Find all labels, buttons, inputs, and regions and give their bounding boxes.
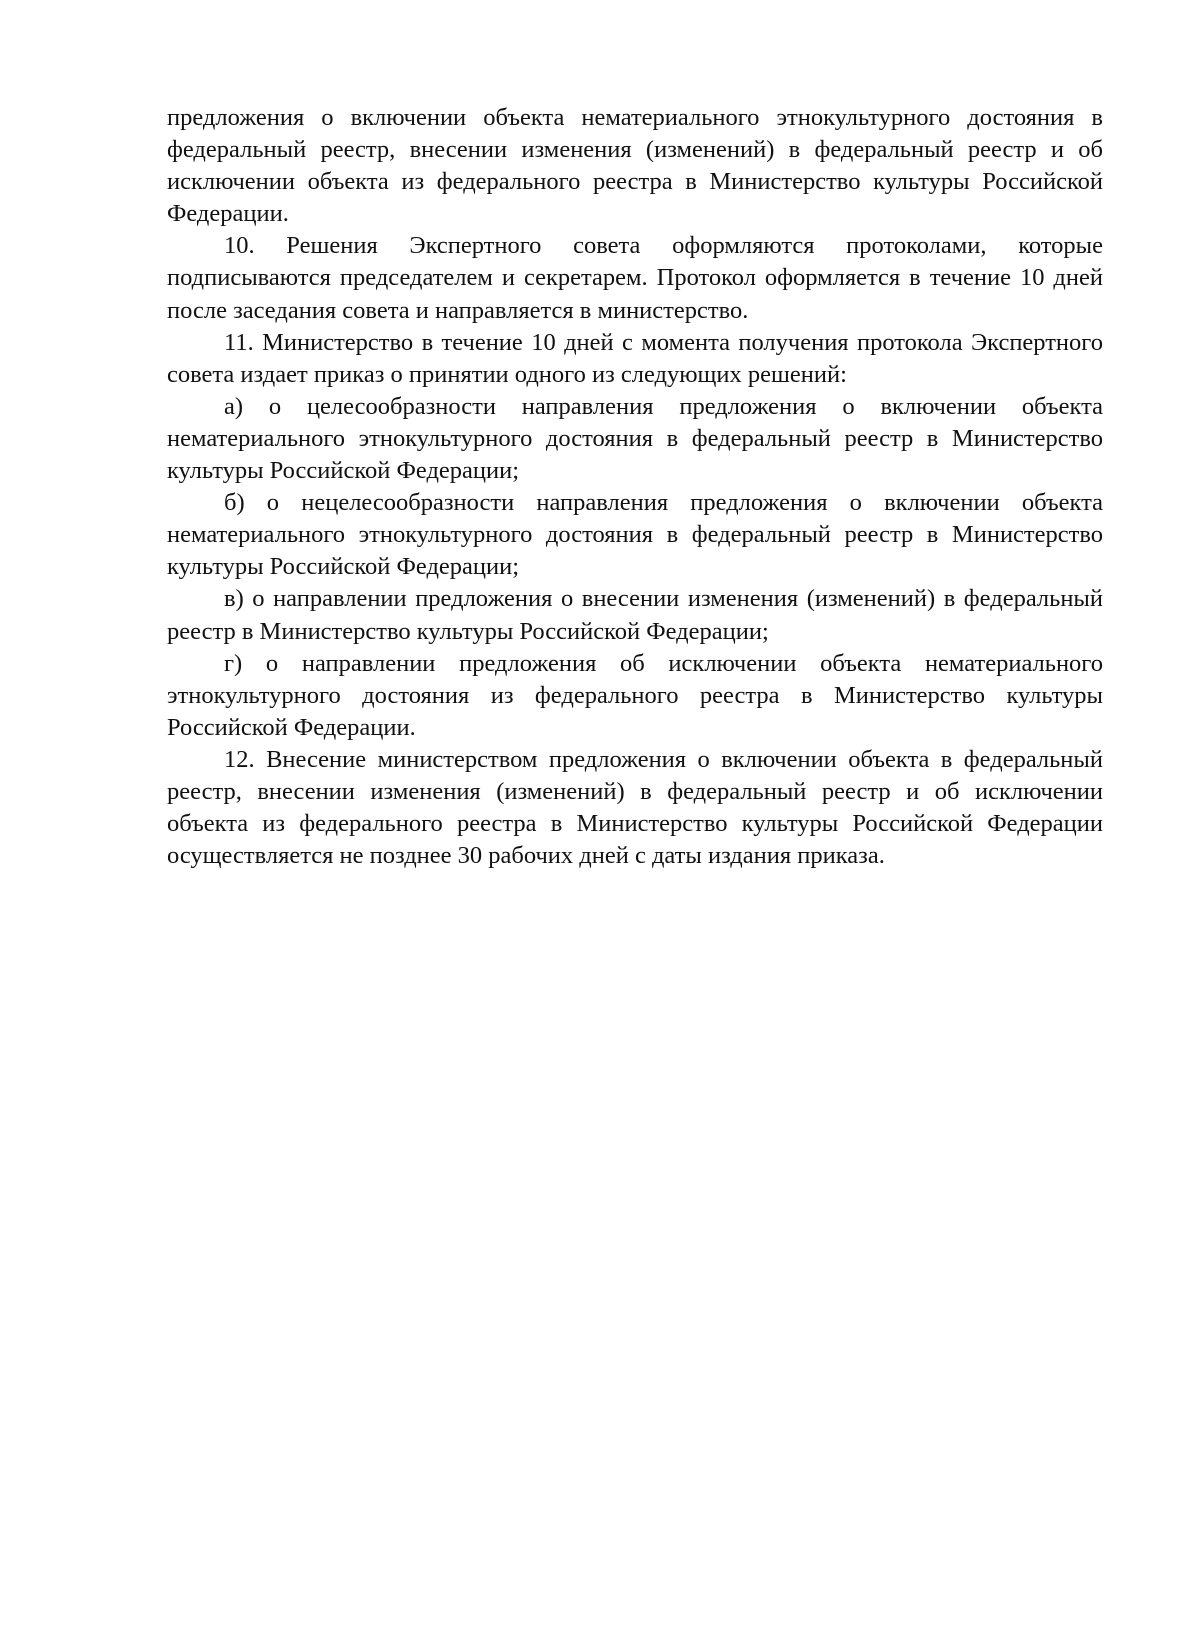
- subitem-b: б) о нецелесообразности направления предложения о включении объекта нематериального этнокультурного достояния в федеральный реестр в Министерство культуры Российской Федерации;: [167, 489, 1103, 581]
- subitem-v: в) о направлении предложения о внесении изменения (изменений) в федеральный реестр в Министерство культуры Российской Федерации;: [167, 585, 1103, 645]
- paragraph-item-11: 11. Министерство в течение 10 дней с момента получения протокола Экспертного совета издает приказ о принятии одного из следующих решений:: [167, 328, 1103, 388]
- subitem-a: а) о целесообразности направления предложения о включении объекта нематериального этнокультурного достояния в федеральный реестр в Министерство культуры Российской Федерации;: [167, 392, 1103, 485]
- subitem-g: г) о направлении предложения об исключении объекта нематериального этнокультурного достояния из федерального реестра в Министерство культуры Российской Федерации.: [167, 649, 1103, 741]
- document-body: [167, 102, 1103, 872]
- paragraph-item-10: 10. Решения Экспертного совета оформляются протоколами, которые подписываются председателем и секретарем. Протокол оформляется в течение 10 дней после заседания совета и направляется в министерство.: [167, 232, 1103, 324]
- paragraph-continuation: предложения о включении объекта нематериального этнокультурного достояния в федеральный реестр, внесении изменения (изменений) в федеральный реестр и об исключении объекта из федерального реестра в Министерство культуры Российской Федерации.: [167, 104, 1103, 228]
- paragraph-item-12: 12. Внесение министерством предложения о включении объекта в федеральный реестр, внесении изменения (изменений) в федеральный реестр и об исключении объекта из федерального реестра в Министерство культуры Российской Федерации осуществляется не позднее 30 рабочих дней с даты издания приказа.: [167, 745, 1103, 870]
